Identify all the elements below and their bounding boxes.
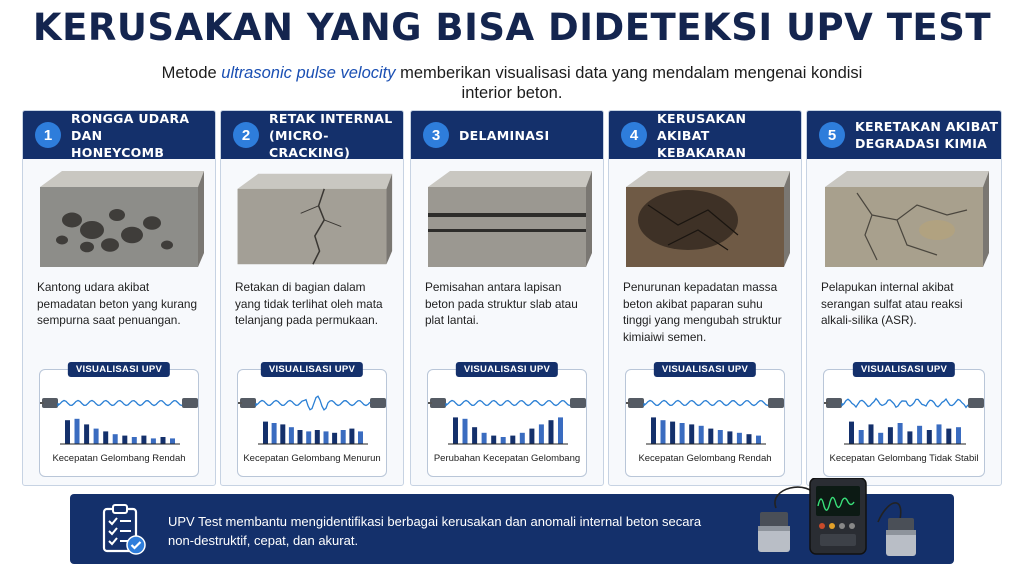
upv-bar xyxy=(280,424,285,444)
clipboard-check-icon xyxy=(100,503,148,557)
wave-line xyxy=(58,401,182,406)
card-header xyxy=(609,111,801,159)
card-title: RETAK INTERNAL (MICRO-CRACKING) xyxy=(269,110,393,160)
upv-visualization xyxy=(39,364,199,477)
upv-waveform xyxy=(824,384,986,454)
card-description: Penurunan kepadatan massa beton akibat paparan suhu tinggi yang mengubah struktur kimiaiwi semen. xyxy=(623,280,782,344)
upv-waveform xyxy=(428,384,588,454)
page-title: KERUSAKAN YANG BISA DIDETEKSI UPV TEST xyxy=(32,6,992,49)
upv-bar xyxy=(661,420,666,444)
transducer-left xyxy=(628,398,644,408)
transducer-right xyxy=(570,398,586,408)
upv-bar xyxy=(558,417,563,444)
upv-bar xyxy=(263,422,268,444)
upv-bar xyxy=(718,430,723,444)
upv-bar xyxy=(482,433,487,444)
upv-waveform xyxy=(626,384,786,454)
wave-line xyxy=(644,401,768,406)
footer-banner xyxy=(70,494,954,564)
transducer-right xyxy=(968,398,984,408)
upv-waveform xyxy=(40,384,200,454)
card-header xyxy=(221,111,403,159)
upv-bar xyxy=(113,434,118,444)
upv-bar xyxy=(324,431,329,444)
card-title: DELAMINASI xyxy=(459,127,550,143)
upv-bar xyxy=(956,427,961,444)
card-title: KERETAKAN AKIBAT DEGRADASI KIMIA xyxy=(855,119,999,151)
upv-bar xyxy=(332,433,337,444)
upv-bar xyxy=(453,417,458,444)
upv-tester-device-icon xyxy=(748,478,928,562)
upv-bar xyxy=(878,433,883,444)
upv-bar xyxy=(510,436,515,444)
upv-bar xyxy=(298,430,303,444)
upv-bar xyxy=(141,436,146,444)
upv-bar xyxy=(520,433,525,444)
upv-bar xyxy=(315,430,320,444)
upv-bar xyxy=(306,431,311,444)
card-number: 1 xyxy=(35,122,61,148)
card-header xyxy=(807,111,1001,159)
upv-bar xyxy=(84,424,89,444)
card-number: 4 xyxy=(621,122,647,148)
upv-bar xyxy=(756,436,761,444)
upv-bar xyxy=(94,429,99,444)
card-number: 3 xyxy=(423,122,449,148)
wave-line xyxy=(842,399,968,408)
card-number: 2 xyxy=(233,122,259,148)
upv-bar xyxy=(161,437,166,444)
upv-waveform xyxy=(238,384,388,454)
upv-bar xyxy=(75,419,80,444)
card-header xyxy=(23,111,215,159)
upv-bar xyxy=(491,436,496,444)
damage-card-5 xyxy=(806,110,1002,486)
upv-visualization xyxy=(427,364,587,477)
upv-visualization xyxy=(823,364,985,477)
upv-bar xyxy=(151,438,156,444)
upv-bar xyxy=(651,417,656,444)
transducer-right xyxy=(370,398,386,408)
transducer-icon xyxy=(758,512,790,552)
upv-bar xyxy=(349,429,354,444)
viz-label: VISUALISASI UPV xyxy=(261,362,363,377)
viz-caption: Kecepatan Gelombang Menurun xyxy=(243,453,381,464)
wave-line xyxy=(256,396,370,410)
transducer-left xyxy=(430,398,446,408)
damage-card-3 xyxy=(410,110,604,486)
concrete-photo xyxy=(618,165,792,273)
upv-bar xyxy=(289,427,294,444)
upv-bar xyxy=(898,423,903,444)
transducer-left xyxy=(240,398,256,408)
upv-bar xyxy=(132,437,137,444)
concrete-photo xyxy=(32,165,206,273)
transducer-left xyxy=(42,398,58,408)
upv-bar xyxy=(917,426,922,444)
upv-bar xyxy=(946,429,951,444)
card-header xyxy=(411,111,603,159)
upv-bar xyxy=(529,429,534,444)
upv-bar xyxy=(539,424,544,444)
card-description: Pemisahan antara lapisan beton pada struktur slab atau plat lantai. xyxy=(425,280,578,327)
concrete-photo xyxy=(816,165,992,273)
upv-bar xyxy=(122,436,127,444)
upv-bar xyxy=(670,422,675,444)
upv-visualization xyxy=(625,364,785,477)
upv-bar xyxy=(358,431,363,444)
upv-bar xyxy=(937,424,942,444)
upv-bar xyxy=(747,434,752,444)
upv-bar xyxy=(699,426,704,444)
subtitle-highlight: ultrasonic pulse velocity xyxy=(221,64,396,82)
viz-caption: Kecepatan Gelombang Rendah xyxy=(638,453,772,464)
card-description: Pelapukan internal akibat serangan sulfat atau reaksi alkali-silika (ASR). xyxy=(821,280,963,327)
upv-bar xyxy=(472,427,477,444)
viz-caption: Perubahan Kecepatan Gelombang xyxy=(433,453,581,464)
upv-bar xyxy=(272,423,277,444)
damage-card-4 xyxy=(608,110,802,486)
card-title: RONGGA UDARA DAN HONEYCOMB xyxy=(71,110,190,160)
upv-bar xyxy=(708,429,713,444)
upv-bar xyxy=(463,419,468,444)
page-subtitle: Metode ultrasonic pulse velocity memberikan visualisasi data yang mendalam mengenai kondisi interior beton. xyxy=(161,64,863,102)
viz-caption: Kecepatan Gelombang Rendah xyxy=(52,453,186,464)
upv-bar xyxy=(727,431,732,444)
upv-bar xyxy=(65,420,70,444)
upv-bar xyxy=(689,424,694,444)
card-number: 5 xyxy=(819,122,845,148)
upv-bar xyxy=(859,430,864,444)
card-description: Retakan di bagian dalam yang tidak terlihat oleh mata telanjang pada permukaan. xyxy=(235,280,383,327)
upv-bar xyxy=(927,430,932,444)
upv-bar xyxy=(103,431,108,444)
viz-label: VISUALISASI UPV xyxy=(68,362,170,377)
upv-bar xyxy=(888,427,893,444)
upv-bar xyxy=(849,422,854,444)
upv-bar xyxy=(501,437,506,444)
damage-card-2 xyxy=(220,110,404,486)
concrete-photo xyxy=(230,165,394,273)
footer-text: UPV Test membantu mengidentifikasi berbagai kerusakan dan anomali internal beton secara non-destruktif, cepat, dan akurat. xyxy=(168,514,702,548)
upv-bar xyxy=(341,430,346,444)
transducer-left xyxy=(826,398,842,408)
damage-card-1 xyxy=(22,110,216,486)
transducer-right xyxy=(768,398,784,408)
upv-bar xyxy=(549,420,554,444)
card-title: KERUSAKAN AKIBAT KEBAKARAN xyxy=(657,110,747,160)
upv-bar xyxy=(680,423,685,444)
upv-bar xyxy=(737,433,742,444)
upv-bar xyxy=(170,438,175,444)
transducer-icon xyxy=(886,518,916,556)
concrete-photo xyxy=(420,165,594,273)
wave-line xyxy=(446,401,570,406)
viz-label: VISUALISASI UPV xyxy=(853,362,955,377)
viz-caption: Kecepatan Gelombang Tidak Stabil xyxy=(829,453,979,464)
transducer-right xyxy=(182,398,198,408)
viz-label: VISUALISASI UPV xyxy=(654,362,756,377)
viz-label: VISUALISASI UPV xyxy=(456,362,558,377)
upv-bar xyxy=(907,431,912,444)
upv-visualization xyxy=(237,364,387,477)
upv-bar xyxy=(869,424,874,444)
card-description: Kantong udara akibat pemadatan beton yang kurang sempurna saat penuangan. xyxy=(37,280,198,327)
